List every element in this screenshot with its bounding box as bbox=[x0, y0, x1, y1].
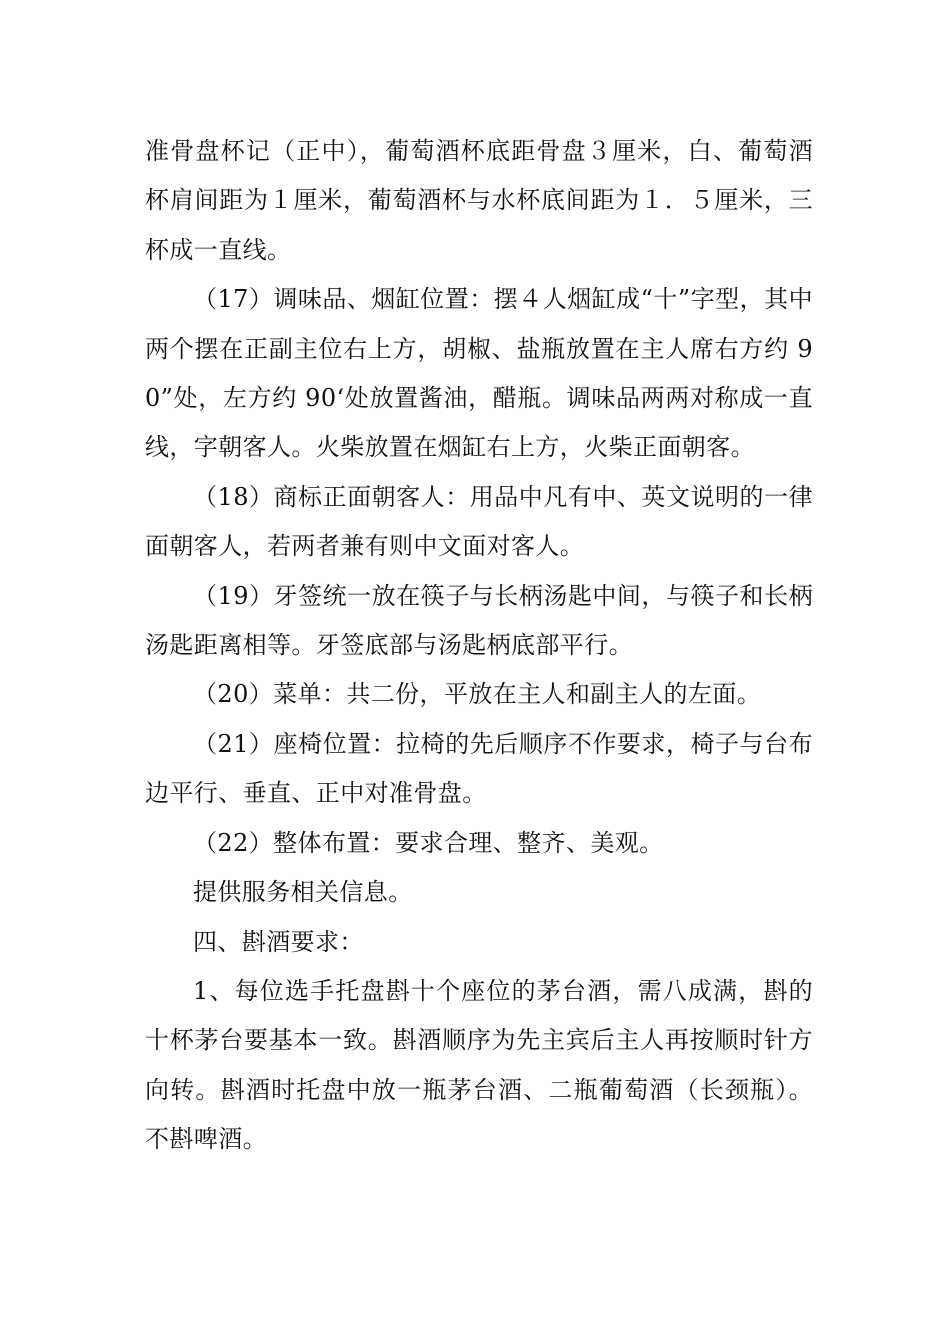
paragraph-item-19-toothpicks: （19）牙签统一放在筷子与长柄汤匙中间，与筷子和长柄汤匙距离相等。牙签底部与汤匙柄底部平行。 bbox=[145, 581, 813, 660]
paragraph-item-20-menu: （20）菜单：共二份，平放在主人和副主人的左面。 bbox=[193, 680, 762, 709]
paragraph-item-18-labels: （18）商标正面朝客人：用品中凡有中、英文说明的一律面朝客人，若两者兼有则中文面对客人。 bbox=[145, 482, 813, 561]
document-body bbox=[145, 127, 813, 1165]
section-heading-wine-pouring: 四、斟酒要求： bbox=[193, 927, 364, 956]
paragraph-cup-spacing: 准骨盘杯记（正中），葡萄酒杯底距骨盘３厘米，白、葡萄酒杯肩间距为１厘米，葡萄酒杯与水杯底间距为１．５厘米，三杯成一直线。 bbox=[145, 137, 813, 264]
paragraph-wine-pouring-rule-1: 1、每位选手托盘斟十个座位的茅台酒，需八成满，斟的十杯茅台要基本一致。斟酒顺序为先主宾后主人再按顺时针方向转。斟酒时托盘中放一瓶茅台酒、二瓶葡萄酒（长颈瓶）。不斟啤酒。 bbox=[145, 976, 813, 1154]
paragraph-item-22-layout: （22）整体布置：要求合理、整齐、美观。 bbox=[193, 828, 664, 857]
paragraph-item-17-condiments: （17）调味品、烟缸位置：摆４人烟缸成“十”字型，其中两个摆在正副主位右上方，胡椒、盐瓶放置在主人席右方约 90”处，左方约 90‘处放置酱油，醋瓶。调味品两两对称成一直线，字朝客人。火柴放置在烟缸右上方，火柴正面朝客。 bbox=[145, 285, 813, 462]
paragraph-item-21-chairs: （21）座椅位置：拉椅的先后顺序不作要求，椅子与台布边平行、垂直、正中对准骨盘。 bbox=[145, 729, 813, 808]
paragraph-service-info: 提供服务相关信息。 bbox=[193, 878, 413, 907]
